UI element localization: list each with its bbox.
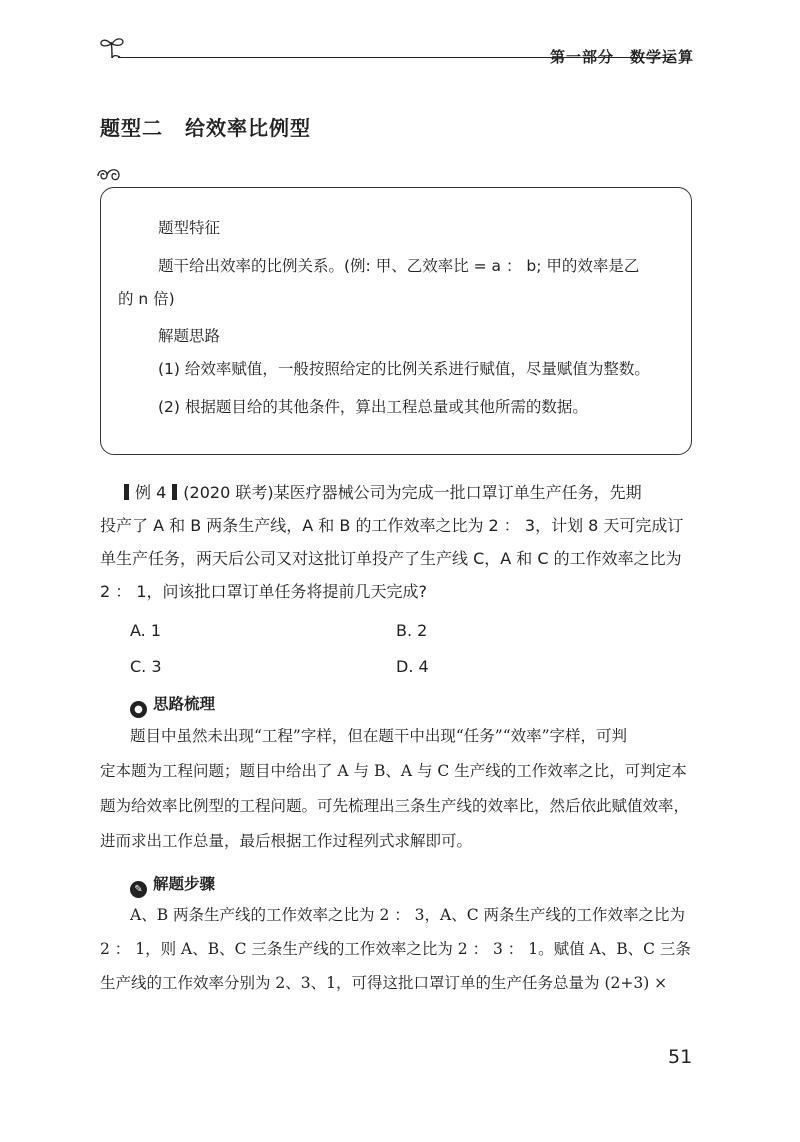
analysis-heading	[130, 692, 215, 718]
example-line3: 单生产任务，两天后公司又对这批订单投产了生产线 C，A 和 C 的工作效率之比为	[100, 549, 682, 568]
option-a: A. 1	[130, 621, 162, 640]
example-line2: 投产了 A 和 B 两条生产线，A 和 B 的工作效率之比为 2 ： 3，计划 8 天可完成订	[100, 516, 684, 535]
analysis-heading-text: 思路梳理	[153, 695, 216, 713]
analysis-line1: 题目中虽然未出现“工程”字样，但在题干中出现“任务”“效率”字样，可判	[130, 727, 628, 745]
page-number: 51	[668, 1046, 693, 1068]
bracket-bar-left	[124, 484, 129, 500]
solution-line1: A、B 两条生产线的工作效率之比为 2 ： 3，A、C 两条生产线的工作效率之比为	[130, 906, 685, 924]
solution-heading	[130, 872, 215, 898]
option-d: D. 4	[396, 657, 429, 676]
swirl-ornament-icon	[96, 166, 124, 184]
feature-desc-line1: 题干给出效率的比例关系。(例: 甲、乙效率比 = a ： b; 甲的效率是乙	[158, 257, 640, 275]
solution-line3: 生产线的工作效率分别为 2、3、1，可得这批口罩订单的生产任务总量为 (2+3) ×	[100, 974, 668, 992]
pen-icon: ✎	[130, 881, 147, 898]
bracket-bar-right	[172, 484, 177, 500]
section-name: 给效率比例型	[185, 116, 311, 140]
header-title: 第一部分 数学运算	[550, 48, 695, 66]
solution-line2: 2 ： 1，则 A、B、C 三条生产线的工作效率之比为 2 ： 3 ： 1。赋值 A、B、C 三条	[100, 940, 691, 958]
example-text-1: (2020 联考)某医疗器械公司为完成一批口罩订单生产任务，先期	[183, 483, 642, 502]
feature-heading: 题型特征	[158, 219, 221, 237]
section-label: 题型二	[100, 116, 163, 140]
analysis-line4: 进而求出工作总量，最后根据工作过程列式求解即可。	[100, 832, 473, 850]
option-c: C. 3	[130, 657, 162, 676]
lightbulb-icon: ●	[130, 701, 147, 718]
approach-step-2: (2) 根据题目给的其他条件，算出工程总量或其他所需的数据。	[158, 398, 588, 416]
example-line4: 2 ： 1，问该批口罩订单任务将提前几天完成?	[100, 582, 428, 601]
example-label: 例 4	[135, 483, 167, 502]
section-title	[100, 112, 311, 141]
solution-heading-text: 解题步骤	[153, 875, 216, 893]
option-b: B. 2	[396, 621, 428, 640]
feature-desc-line2: 的 n 倍)	[118, 290, 175, 308]
analysis-line3: 题为给效率比例型的工程问题。可先梳理出三条生产线的效率比，然后依此赋值效率，	[100, 797, 690, 815]
approach-step-1: (1) 给效率赋值，一般按照给定的比例关系进行赋值，尽量赋值为整数。	[158, 360, 650, 378]
example-line1	[118, 482, 642, 504]
approach-heading: 解题思路	[158, 327, 221, 345]
analysis-line2: 定本题为工程问题；题目中给出了 A 与 B、A 与 C 生产线的工作效率之比，可判定本	[100, 762, 687, 780]
